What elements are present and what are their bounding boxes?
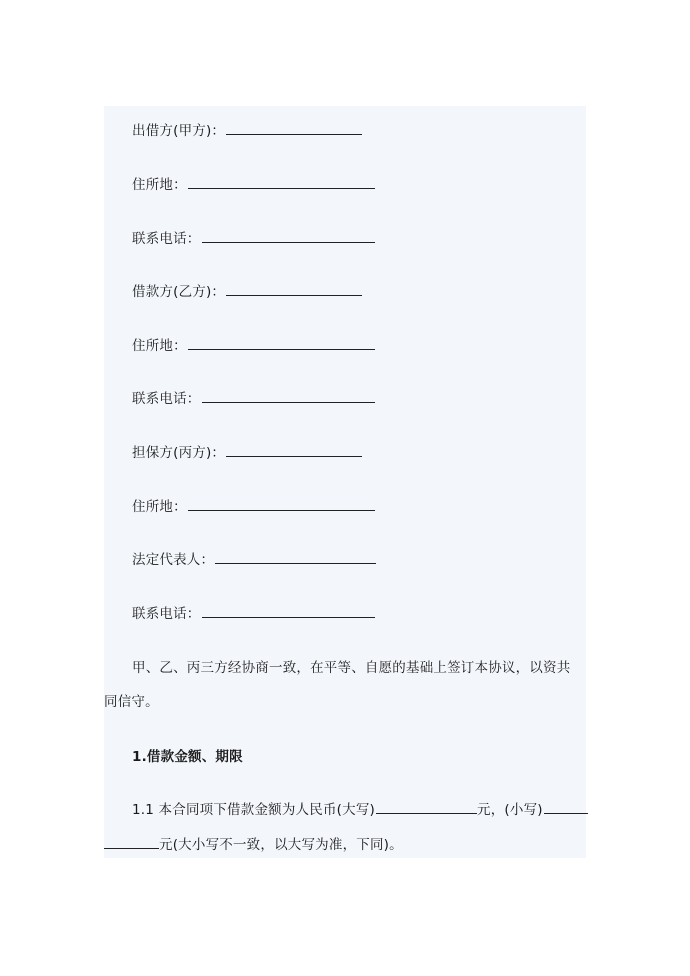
legal-rep-field (132, 549, 376, 569)
borrower-label: 借款方(乙方)： (132, 284, 226, 300)
clause-1-1-text-b: 元，(小写) (477, 802, 543, 818)
guarantor-address-field (132, 496, 375, 516)
clause-1-1-line2 (104, 833, 403, 853)
lender-phone-label: 联系电话： (132, 231, 201, 247)
borrower-phone-field (132, 388, 375, 408)
clause-1-1-line1 (132, 798, 588, 818)
borrower-address-label: 住所地： (132, 338, 187, 354)
borrower-phone-blank[interactable] (202, 388, 375, 403)
borrower-address-blank[interactable] (188, 335, 375, 350)
borrower-field (132, 281, 362, 301)
borrower-phone-label: 联系电话： (132, 391, 201, 407)
amount-uppercase-blank[interactable] (376, 799, 477, 814)
amount-lowercase-blank-b[interactable] (104, 834, 159, 849)
guarantor-label: 担保方(丙方)： (132, 445, 226, 461)
guarantor-blank[interactable] (226, 442, 362, 457)
section-heading: 1.借款金额、期限 (132, 749, 243, 765)
intro-paragraph-line2: 同信守。 (104, 694, 159, 710)
borrower-blank[interactable] (226, 281, 362, 296)
legal-rep-blank[interactable] (215, 549, 376, 564)
lender-phone-blank[interactable] (202, 228, 375, 243)
amount-lowercase-blank-a[interactable] (544, 799, 588, 814)
guarantor-field (132, 442, 362, 462)
guarantor-address-blank[interactable] (188, 496, 375, 511)
guarantor-address-label: 住所地： (132, 499, 187, 515)
lender-address-blank[interactable] (188, 174, 375, 189)
borrower-address-field (132, 335, 375, 355)
lender-blank[interactable] (226, 120, 362, 135)
lender-address-field (132, 174, 375, 194)
guarantor-phone-field (132, 603, 375, 623)
clause-1-1-text-c: 元(大小写不一致，以大写为准，下同)。 (159, 837, 403, 853)
lender-field (132, 120, 362, 140)
lender-label: 出借方(甲方)： (132, 123, 226, 139)
intro-paragraph-line1: 甲、乙、丙三方经协商一致，在平等、自愿的基础上签订本协议，以资共 (132, 660, 571, 676)
clause-1-1-text-a: 1.1 本合同项下借款金额为人民币(大写) (132, 802, 375, 818)
guarantor-phone-blank[interactable] (202, 603, 375, 618)
lender-address-label: 住所地： (132, 177, 187, 193)
legal-rep-label: 法定代表人： (132, 552, 215, 568)
lender-phone-field (132, 228, 375, 248)
guarantor-phone-label: 联系电话： (132, 606, 201, 622)
